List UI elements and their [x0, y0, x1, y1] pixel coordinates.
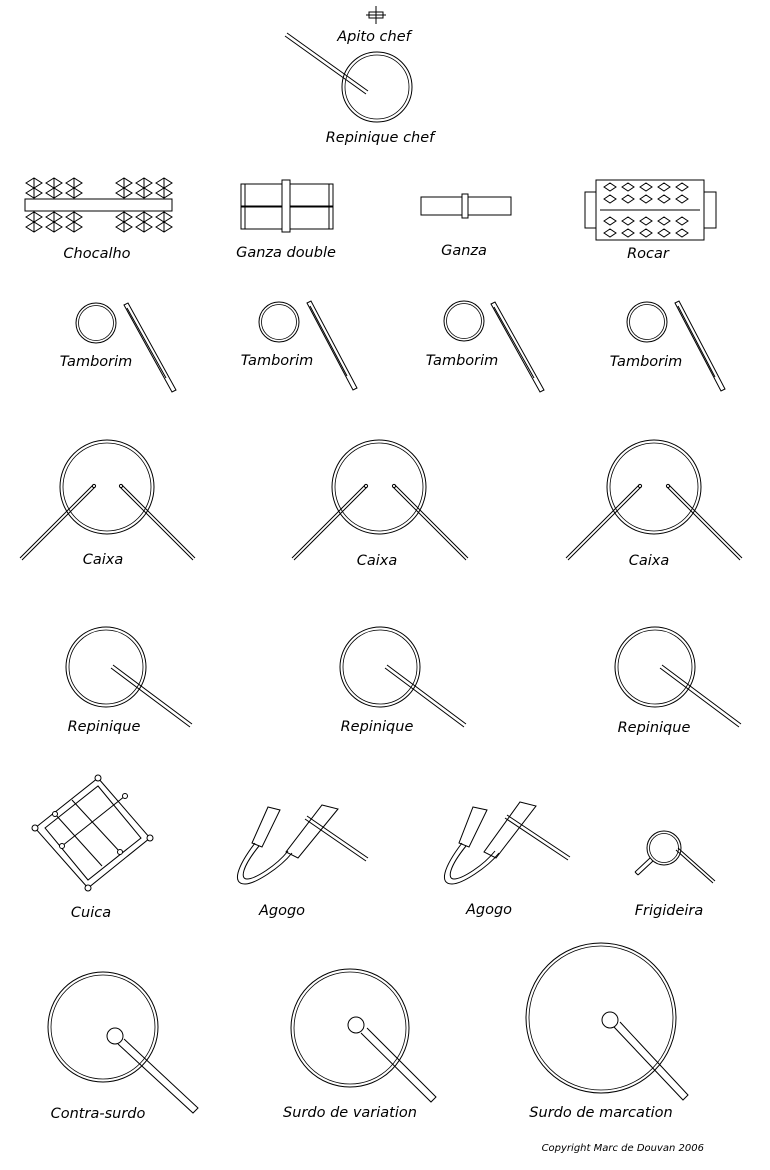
tamborim-2-drumstick-icon [307, 301, 357, 390]
tamborim-1-label: Tamborim [59, 354, 133, 370]
frigideira-label: Frigideira [634, 903, 704, 919]
repinique-chef-drum-icon [342, 52, 412, 122]
cuica-drum-icon [32, 775, 153, 891]
chocalho-shaker-icon [25, 178, 172, 232]
agogo-1-label: Agogo [258, 903, 306, 919]
surdo-variation-label: Surdo de variation [283, 1105, 417, 1121]
repinique-3-drum-icon [615, 627, 695, 707]
tamborim-3-label: Tamborim [425, 353, 499, 369]
repinique-3-label: Repinique [617, 720, 691, 736]
ganza-shaker-icon [421, 194, 511, 218]
chocalho-label: Chocalho [63, 246, 131, 262]
contra-surdo-label: Contra-surdo [50, 1106, 146, 1122]
caixa-3-drumstick-icon [566, 484, 642, 560]
agogo-2-label: Agogo [465, 902, 513, 918]
ganza-double-shaker-icon [241, 180, 333, 232]
agogo-1-bells-icon [237, 805, 368, 884]
repinique-1-drumstick-icon [111, 665, 192, 727]
tamborim-4-label: Tamborim [609, 354, 683, 370]
repinique-2-drumstick-icon [385, 665, 466, 727]
apito-chef-whistle-icon [366, 6, 386, 24]
caixa-1-drum-icon [60, 440, 154, 534]
agogo-2-bells-icon [444, 802, 570, 884]
tamborim-4-drum-icon [627, 302, 667, 342]
caixa-3-label: Caixa [628, 553, 670, 569]
surdo-marcation-label: Surdo de marcation [529, 1105, 673, 1121]
caixa-2-label: Caixa [356, 553, 398, 569]
caixa-3-drum-icon [607, 440, 701, 534]
tamborim-3-drum-icon [444, 301, 484, 341]
caixa-1-label: Caixa [82, 552, 124, 568]
rocar-shaker-icon [585, 180, 716, 240]
surdo-marcation-drum-icon [526, 943, 676, 1093]
caixa-1-drumstick-icon [119, 484, 195, 560]
rocar-label: Rocar [627, 246, 669, 262]
tamborim-2-label: Tamborim [240, 353, 314, 369]
caixa-3-drumstick-icon [666, 484, 742, 560]
repinique-chef-label: Repinique chef [325, 130, 435, 146]
copyright-text: Copyright Marc de Douvan 2006 [541, 1143, 704, 1154]
surdo-variation-mallet-icon [348, 1017, 436, 1102]
repinique-3-drumstick-icon [660, 665, 741, 727]
caixa-2-drumstick-icon [292, 484, 368, 560]
repinique-1-drum-icon [66, 627, 146, 707]
apito-chef-label: Apito chef [337, 29, 411, 45]
tamborim-3-drumstick-icon [491, 302, 544, 392]
repinique-2-label: Repinique [340, 719, 414, 735]
repinique-2-drum-icon [340, 627, 420, 707]
tamborim-1-drumstick-icon [124, 303, 176, 392]
repinique-1-label: Repinique [67, 719, 141, 735]
frigideira-pan-icon [635, 831, 715, 883]
cuica-label: Cuica [70, 905, 112, 921]
contra-surdo-mallet-icon [107, 1028, 198, 1113]
tamborim-1-drum-icon [76, 303, 116, 343]
ganza-double-label: Ganza double [236, 245, 336, 261]
tamborim-4-drumstick-icon [675, 301, 725, 391]
caixa-2-drum-icon [332, 440, 426, 534]
caixa-2-drumstick-icon [392, 484, 468, 560]
caixa-1-drumstick-icon [20, 484, 96, 560]
surdo-marcation-mallet-icon [602, 1012, 688, 1100]
ganza-label: Ganza [441, 243, 487, 259]
tamborim-2-drum-icon [259, 302, 299, 342]
